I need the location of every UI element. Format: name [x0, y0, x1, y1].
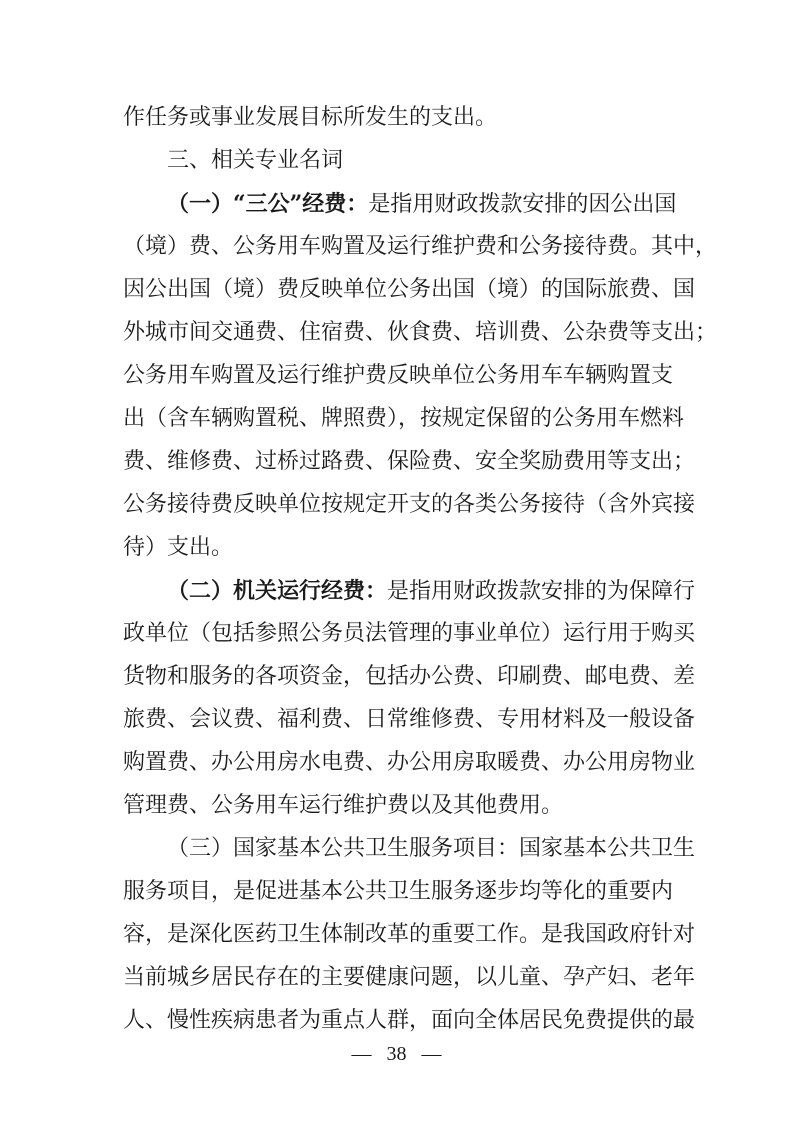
paragraph-line: 服务项目，是促进基本公共卫生服务逐步均等化的重要内 — [123, 879, 674, 904]
paragraph-line: （境）费、公务用车购置及运行维护费和公务接待费。其中， — [123, 234, 718, 259]
paragraph-line: 公务用车购置及运行维护费反映单位公务用车车辆购置支 — [123, 363, 674, 388]
paragraph-line: 人、慢性疾病患者为重点人群，面向全体居民免费提供的最 — [123, 1008, 696, 1033]
paragraph-line: 公务接待费反映单位按规定开支的各类公务接待（含外宾接 — [123, 492, 696, 517]
paragraph-line — [167, 190, 677, 219]
page-number: 38 — [386, 1043, 407, 1065]
paragraph-line — [167, 577, 696, 606]
term-heading: （二）机关运行经费： — [167, 578, 388, 604]
paragraph-line: 待）支出。 — [123, 535, 234, 560]
paragraph-line: 旅费、会议费、福利费、日常维修费、专用材料及一般设备 — [123, 707, 696, 732]
paragraph-line: 作任务或事业发展目标所发生的支出。 — [123, 105, 498, 130]
footer-dash-left: — — [351, 1043, 372, 1065]
section-heading: 三、相关专业名词 — [167, 148, 344, 173]
term-definition: 是指用财政拨款安排的因公出国 — [368, 192, 677, 217]
paragraph-line: 购置费、办公用房水电费、办公用房取暖费、办公用房物业 — [123, 750, 696, 775]
paragraph-line: 容，是深化医药卫生体制改革的重要工作。是我国政府针对 — [123, 922, 696, 947]
paragraph-line: 出（含车辆购置税、牌照费），按规定保留的公务用车燃料 — [123, 406, 685, 431]
paragraph-line: 外城市间交通费、住宿费、伙食费、培训费、公杂费等支出； — [123, 320, 718, 345]
page-footer — [0, 1041, 793, 1067]
term-heading: （一）“三公”经费： — [167, 191, 369, 217]
paragraph-line: 费、维修费、过桥过路费、保险费、安全奖励费用等支出； — [123, 449, 696, 474]
paragraph-line: 政单位（包括参照公务员法管理的事业单位）运行用于购买 — [123, 621, 696, 646]
paragraph-line: （三）国家基本公共卫生服务项目：国家基本公共卫生 — [167, 836, 696, 861]
footer-dash-right: — — [421, 1043, 442, 1065]
paragraph-line: 管理费、公务用车运行维护费以及其他费用。 — [123, 793, 564, 818]
paragraph-line: 因公出国（境）费反映单位公务出国（境）的国际旅费、国 — [123, 277, 696, 302]
paragraph-line: 当前城乡居民存在的主要健康问题，以儿童、孕产妇、老年 — [123, 965, 696, 990]
paragraph-line: 货物和服务的各项资金，包括办公费、印刷费、邮电费、差 — [123, 664, 696, 689]
term-definition: 是指用财政拨款安排的为保障行 — [387, 579, 696, 604]
